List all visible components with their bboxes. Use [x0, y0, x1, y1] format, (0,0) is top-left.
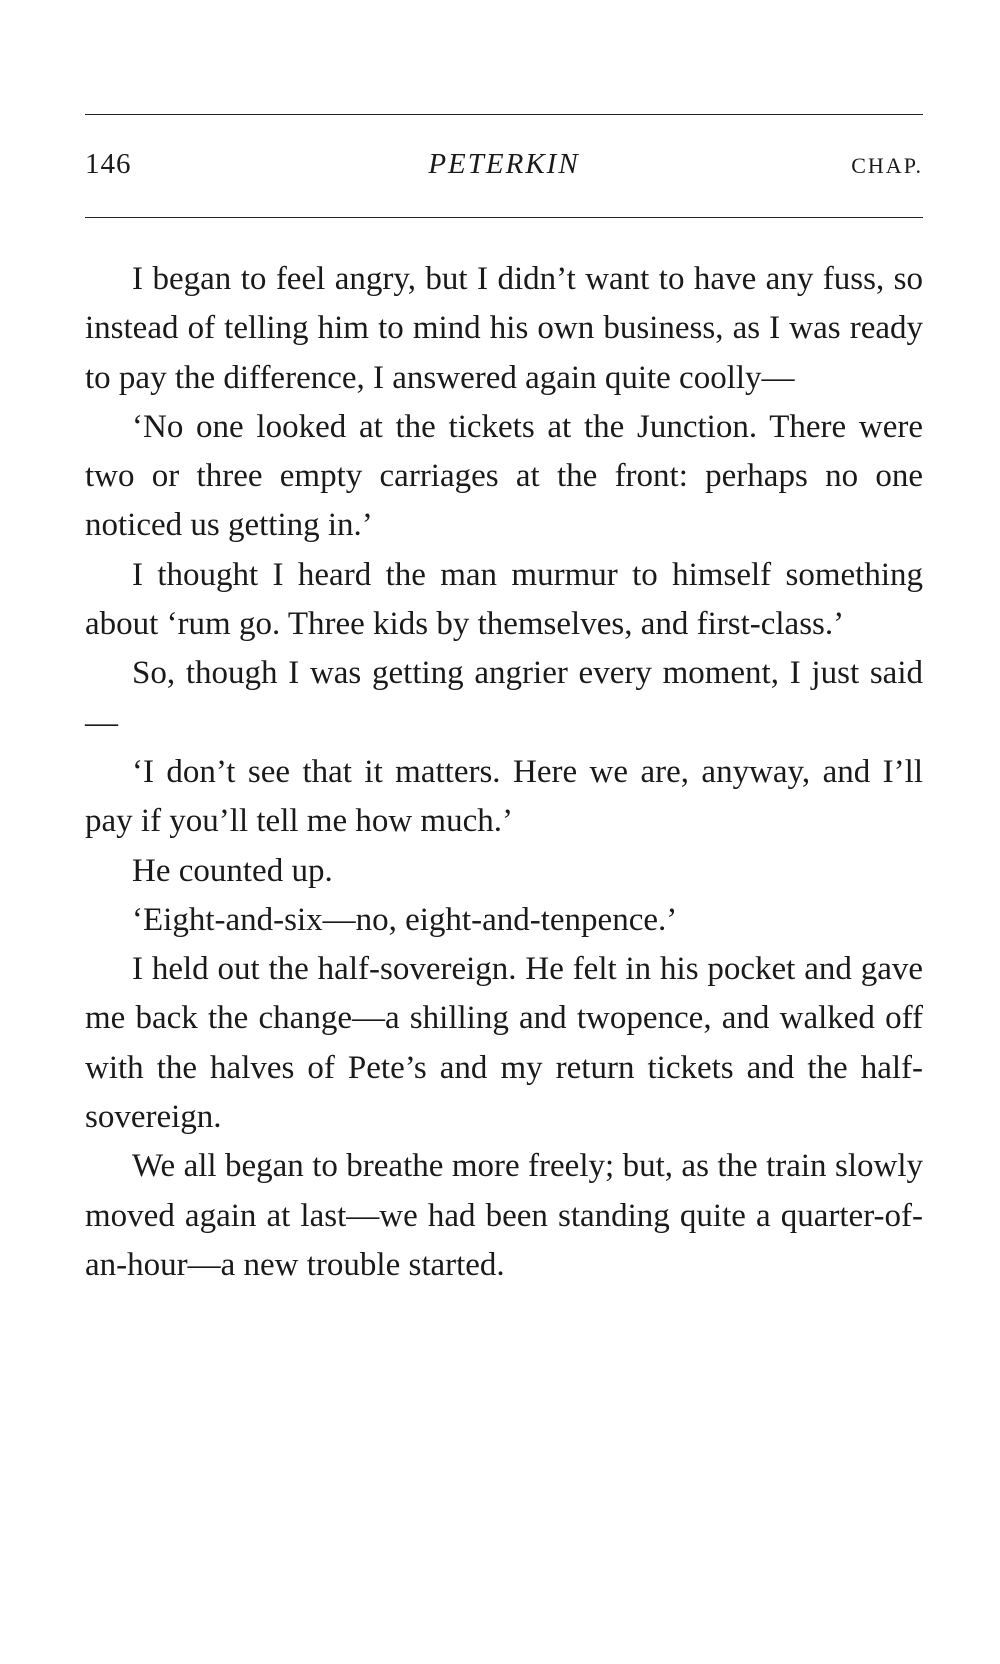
paragraph: I began to feel angry, but I didn’t want to have any fuss, so instead of telling him to mind his own business, as I was ready to pay the difference, I answered again quite coolly— [85, 261, 923, 396]
paragraph: I thought I heard the man murmur to himself something about ‘rum go. Three kids by themselves, and first-class.’ [85, 556, 923, 643]
running-header [85, 148, 923, 188]
chapter-label: CHAP. [851, 153, 923, 178]
paragraph: ‘I don’t see that it matters. Here we are, anyway, and I’ll pay if you’ll tell me how much.’ [85, 753, 923, 840]
paragraph: He counted up. [132, 852, 333, 889]
paragraph: So, though I was getting angrier every moment, I just said— [85, 655, 923, 741]
header-bottom-rule [85, 217, 923, 218]
body-text [85, 255, 923, 1290]
running-title: PETERKIN [428, 148, 580, 180]
paragraph: ‘No one looked at the tickets at the Junction. There were two or three empty carriages at the front: perhaps no one noticed us getting in.’ [85, 408, 923, 544]
page-number: 146 [85, 148, 132, 180]
header-top-rule [85, 114, 923, 115]
paragraph: I held out the half-sovereign. He felt in his pocket and gave me back the change—a shilling and twopence, and walked off with the halves of Pete’s and my return tickets and the half-sovereign. [85, 951, 923, 1136]
paragraph: We all began to breathe more freely; but, as the train slowly moved again at last—we had been standing quite a quarter-of-an-hour—a new trouble started. [85, 1148, 923, 1283]
paragraph: ‘Eight-and-six—no, eight-and-tenpence.’ [132, 901, 678, 938]
